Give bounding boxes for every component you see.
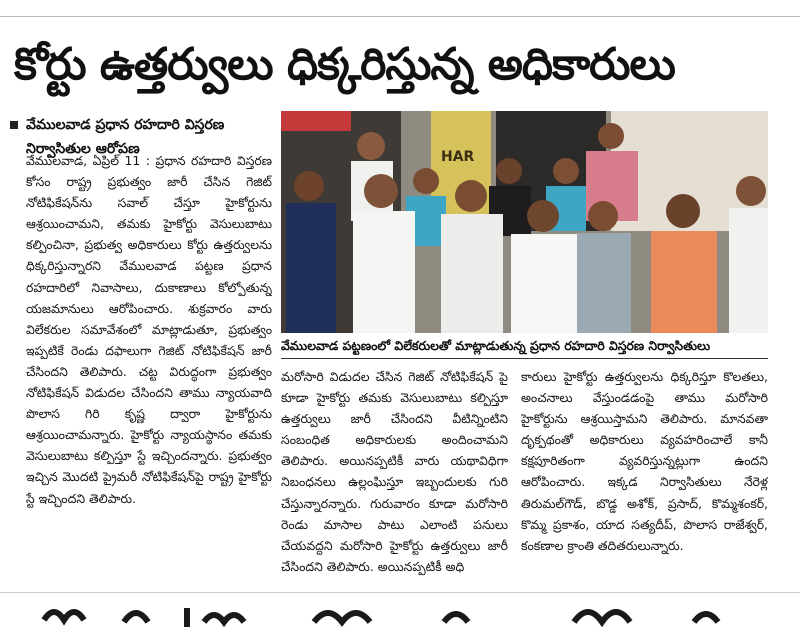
article-column-1: వేములవాడ, ఏప్రిల్ 11 : ప్రధాన రహదారి విస్తరణ కోసం రాష్ట్ర ప్రభుత్వం జారీ చేసిన గెజిట్ నోటిఫికేషన్‌ను సవాల్ చేస్తూ హైకోర్టును ఆశ్రయించామని, తమకు హైకోర్టు వెసులుబాటు కల్పించినా, ప్రభుత్వ అధికారులు కోర్టు ఉత్తర్వులను ధిక్కరిస్తున్నారని వేములవాడ పట్టణ ప్రధాన రహదారిలో నివాసాలు, దుకాణాలు కోల్పోతున్న యజమానులు ఆరోపించారు. శుక్రవారం వారు విలేకరుల సమావేశంలో మాట్లాడుతూ, ప్రభుత్వం ఇప్పటికే రెండు దఫాలుగా గెజిట్ నోటిఫికేషన్ జారీ చేసిందని తెలిపారు. చట్ట విరుద్ధంగా ప్రభుత్వం నోటిఫికేషన్ విడుదల చేసిందని తాము న్యాయవాది పొలాస గిరి కృష్ణ ద్వారా హైకోర్టును ఆశ్రయించామన్నారు. హైకోర్టు న్యాయస్థానం తమకు వెసులుబాటు కల్పిస్తూ స్టే ఇచ్చిందన్నారు. ప్రభుత్వం ఇచ్చిన మొదటి ప్రైమరీ నోటిఫికేషన్‌పై రాష్ట్ర హైకోర్టు స్టే ఇచ్చిందని తెలిపారు. (26, 153, 272, 506)
caption-rule (281, 358, 768, 359)
next-article-headline-cutoff (14, 600, 794, 627)
headline: కోర్టు ఉత్తర్వులు ధిక్కరిస్తున్న అధికారులు (14, 39, 675, 90)
top-rule (0, 16, 800, 17)
article-column-2: మరోసారి విడుదల చేసిన గెజిట్ నోటిఫికేషన్ పై కూడా హైకోర్టు తమకు వెసులుబాటు కల్పిస్తూ ఉత్తర్వులు జారీ చేసిందని వీటిన్నింటిని సంబంధిత అధికారులకు అందించామని తెలిపారు. అయినప్పటికీ వారు యథావిధిగా నిబంధనలు ఉల్లంఘిస్తూ ఇబ్బందులకు గురి చేస్తున్నారన్నారు. గురువారం కూడా మరోసారి రెండు మాసాల పాటు ఎలాంటి పనులు చేయవద్దని మరోసారి హైకోర్టు ఉత్తర్వులు జారీ చేసిందని తెలిపారు. అయినప్పటికీ అధి (281, 369, 508, 574)
article-column-3: కారులు హైకోర్టు ఉత్తర్వులను ధిక్కరిస్తూ కొలతలు, అంచనాలు వేస్తుండడంపై తాము మరోసారి హైకోర్టును ఆశ్రయిస్తామని తెలిపారు. మానవతా దృక్పథంతో అధికారులు వ్యవహరించాలే కానీ కక్షపూరితంగా వ్యవరిస్తున్నట్లుగా ఉందని ఆరోపించారు. ఇక్కడ నిర్వాసితులు నేరెళ్ల తిరుమల్‌గౌడ్, బొడ్డ అశోక్, ప్రసాద్, కొమ్మశంకర్, కొమ్మ ప్రకాశం, యాద సత్యదీప్, పొలాస రాజేశ్వర్, కంకణాల క్రాంతి తదితరులున్నారు. (521, 369, 768, 553)
subhead-text: వేములవాడ ప్రధాన రహదారి విస్తరణ నిర్వాసితుల ఆరోపణ (26, 117, 225, 157)
bottom-rule (0, 592, 800, 593)
shop-sign-text: HAR (441, 149, 475, 165)
news-photo (281, 111, 768, 333)
bullet-icon (10, 121, 18, 129)
photo-caption: వేములవాడ పట్టణంలో విలేకరులతో మాట్లాడుతున్న ప్రధాన రహదారి విస్తరణ నిర్వాసితులు (281, 338, 711, 353)
